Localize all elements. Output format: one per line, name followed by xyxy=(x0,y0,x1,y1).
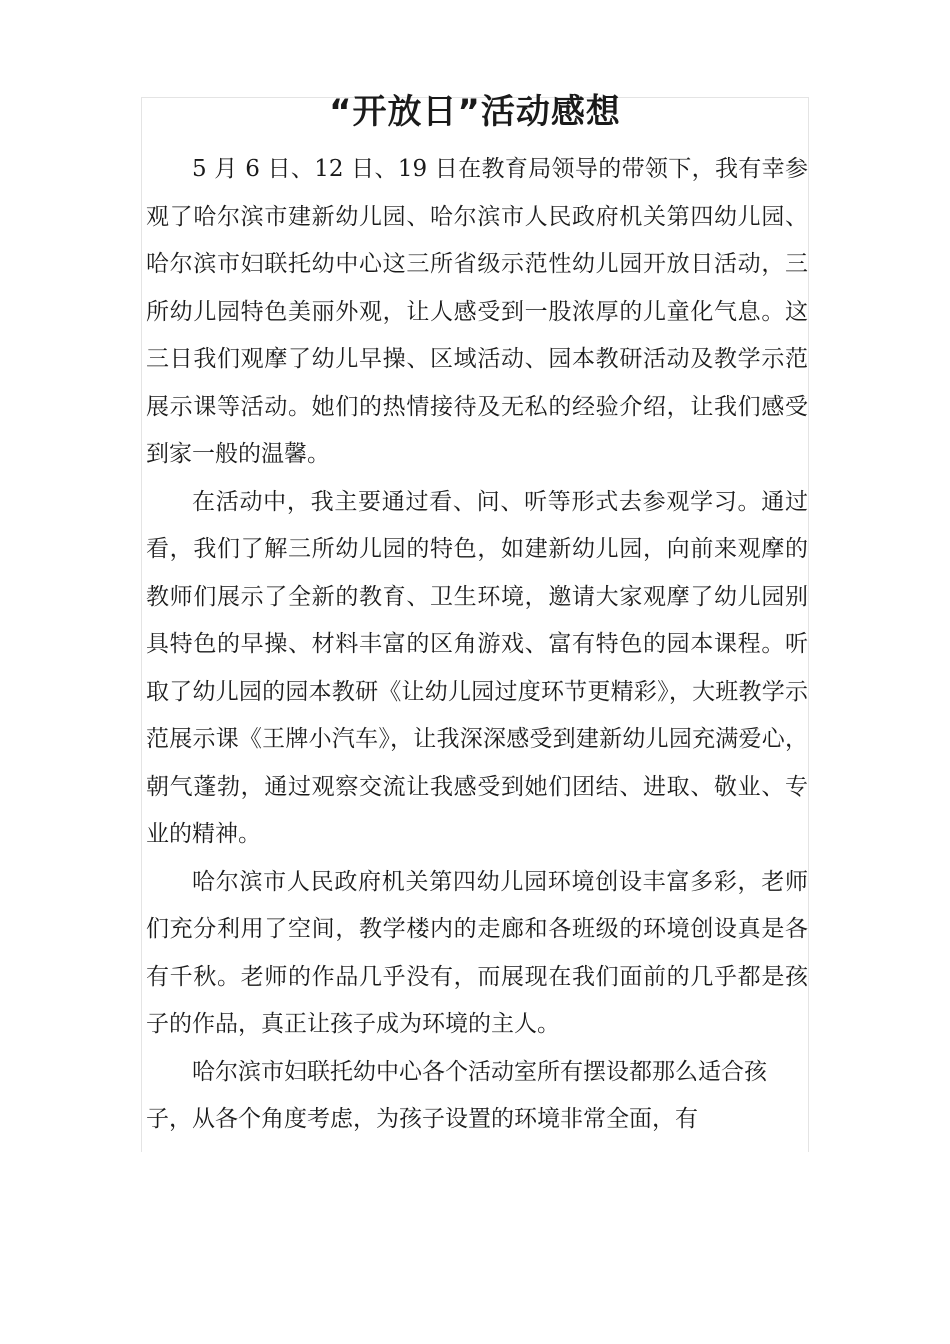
paragraph-4: 哈尔滨市妇联托幼中心各个活动室所有摆设都那么适合孩子，从各个角度考虑，为孩子设置的环境非常全面，有 xyxy=(146,1058,767,1132)
paragraph-2: 在活动中，我主要通过看、问、听等形式去参观学习。通过看，我们了解三所幼儿园的特色，如建新幼儿园，向前来观摩的教师们展示了全新的教育、卫生环境，邀请大家观摩了幼儿园别具特色的早操、材料丰富的区角游戏、富有特色的园本课程。听取了幼儿园的园本教研《让幼儿园过度环节更精彩》，大班教学示范展示课《王牌小汽车》，让我深深感受到建新幼儿园充满爱心，朝气蓬勃，通过观察交流让我感受到她们团结、进取、敬业、专业的精神。 xyxy=(146,488,808,847)
paragraph-1: 5 月 6 日、12 日、19 日在教育局领导的带领下，我有幸参观了哈尔滨市建新幼儿园、哈尔滨市人民政府机关第四幼儿园、哈尔滨市妇联托幼中心这三所省级示范性幼儿园开放日活动，三所幼儿园特色美丽外观，让人感受到一股浓厚的儿童化气息。这三日我们观摩了幼儿早操、区域活动、园本教研活动及教学示范展示课等活动。她们的热情接待及无私的经验介绍，让我们感受到家一般的温馨。 xyxy=(146,156,808,467)
document-title: “开放日”活动感想 xyxy=(329,92,621,132)
document-body xyxy=(146,146,808,1144)
paragraph-3: 哈尔滨市人民政府机关第四幼儿园环境创设丰富多彩，老师们充分利用了空间，教学楼内的走廊和各班级的环境创设真是各有千秋。老师的作品几乎没有，而展现在我们面前的几乎都是孩子的作品，真正让孩子成为环境的主人。 xyxy=(146,868,808,1037)
